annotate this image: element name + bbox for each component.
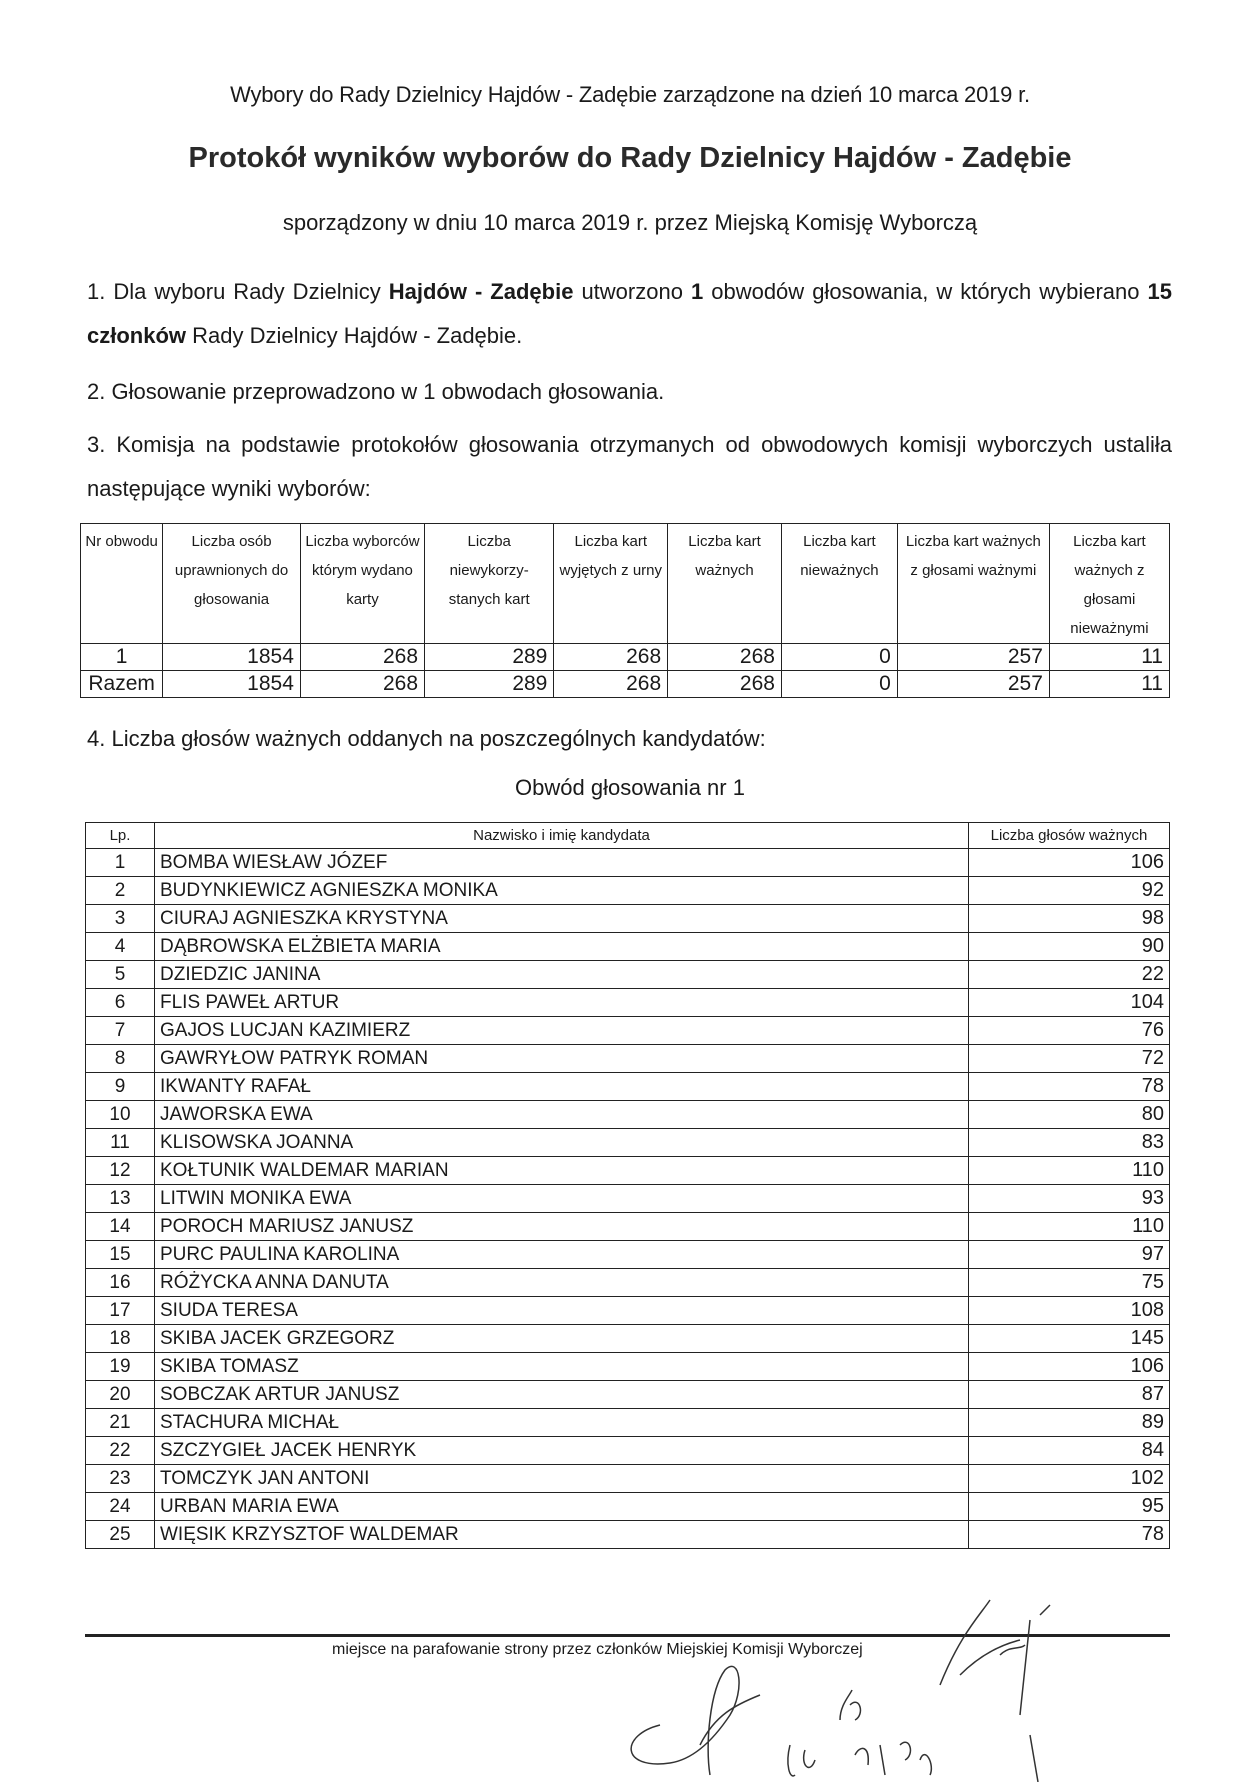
candidate-name: SKIBA TOMASZ — [155, 1353, 969, 1381]
candidate-votes: 106 — [969, 849, 1170, 877]
candidate-lp: 8 — [86, 1045, 155, 1073]
col-header-votes: Liczba głosów ważnych — [969, 823, 1170, 849]
table-row — [86, 1465, 1170, 1493]
cell: Razem — [81, 671, 163, 698]
cell: 0 — [781, 671, 897, 698]
candidate-votes: 78 — [969, 1073, 1170, 1101]
candidate-votes: 104 — [969, 989, 1170, 1017]
table-row — [86, 1185, 1170, 1213]
candidate-lp: 14 — [86, 1213, 155, 1241]
table-row — [86, 1409, 1170, 1437]
candidate-lp: 11 — [86, 1129, 155, 1157]
candidate-lp: 17 — [86, 1297, 155, 1325]
point-1 — [87, 270, 1172, 358]
table-row — [86, 1381, 1170, 1409]
cell: 0 — [781, 644, 897, 671]
cell: 11 — [1049, 644, 1169, 671]
candidate-name: SOBCZAK ARTUR JANUSZ — [155, 1381, 969, 1409]
table-row — [86, 1045, 1170, 1073]
candidate-votes: 93 — [969, 1185, 1170, 1213]
candidate-votes: 102 — [969, 1465, 1170, 1493]
candidate-name: POROCH MARIUSZ JANUSZ — [155, 1213, 969, 1241]
cell: 268 — [554, 644, 668, 671]
col-header-name: Nazwisko i imię kandydata — [155, 823, 969, 849]
table-row — [86, 1213, 1170, 1241]
candidate-votes: 106 — [969, 1353, 1170, 1381]
page-title: Protokół wyników wyborów do Rady Dzielnicy Hajdów - Zadębie — [188, 142, 1072, 174]
candidates-header-row — [86, 823, 1170, 849]
point-1-text: Rady Dzielnicy Hajdów - Zadębie. — [186, 323, 523, 348]
cell: 268 — [300, 671, 424, 698]
candidate-votes: 92 — [969, 877, 1170, 905]
candidate-votes: 75 — [969, 1269, 1170, 1297]
table-row — [81, 644, 1170, 671]
cell: 268 — [554, 671, 668, 698]
results-table — [80, 523, 1170, 698]
candidate-lp: 24 — [86, 1493, 155, 1521]
candidate-name: DĄBROWSKA ELŻBIETA MARIA — [155, 933, 969, 961]
table-row — [86, 877, 1170, 905]
candidate-lp: 15 — [86, 1241, 155, 1269]
cell: 11 — [1049, 671, 1169, 698]
cell: 289 — [425, 644, 554, 671]
candidate-name: KLISOWSKA JOANNA — [155, 1129, 969, 1157]
district-heading: Obwód głosowania nr 1 — [515, 775, 745, 800]
election-header: Wybory do Rady Dzielnicy Hajdów - Zadębie zarządzone na dzień 10 marca 2019 r. — [230, 82, 1030, 107]
candidate-lp: 3 — [86, 905, 155, 933]
candidate-lp: 20 — [86, 1381, 155, 1409]
candidate-name: WIĘSIK KRZYSZTOF WALDEMAR — [155, 1521, 969, 1549]
candidate-name: BUDYNKIEWICZ AGNIESZKA MONIKA — [155, 877, 969, 905]
col-header: Liczba osób uprawnionych do głosowania — [163, 524, 301, 644]
col-header: Nr obwodu — [81, 524, 163, 644]
candidate-name: GAWRYŁOW PATRYK ROMAN — [155, 1045, 969, 1073]
candidate-lp: 5 — [86, 961, 155, 989]
candidate-name: URBAN MARIA EWA — [155, 1493, 969, 1521]
cell: 257 — [897, 644, 1049, 671]
point-1-text: 1. Dla wyboru Rady Dzielnicy — [87, 279, 389, 304]
candidate-votes: 76 — [969, 1017, 1170, 1045]
candidate-lp: 21 — [86, 1409, 155, 1437]
candidate-votes: 83 — [969, 1129, 1170, 1157]
page-subtitle: sporządzony w dniu 10 marca 2019 r. przez Miejską Komisję Wyborczą — [282, 210, 978, 235]
candidate-lp: 9 — [86, 1073, 155, 1101]
candidate-lp: 1 — [86, 849, 155, 877]
candidate-lp: 12 — [86, 1157, 155, 1185]
point-1-text: obwodów głosowania, w których wybierano — [703, 279, 1148, 304]
candidate-name: SIUDA TERESA — [155, 1297, 969, 1325]
table-row — [86, 1325, 1170, 1353]
table-row-total — [81, 671, 1170, 698]
col-header: Liczba wyborców którym wydano karty — [300, 524, 424, 644]
col-header-lp: Lp. — [86, 823, 155, 849]
col-header: Liczba kart ważnych z głosami nieważnymi — [1049, 524, 1169, 644]
candidate-votes: 98 — [969, 905, 1170, 933]
candidate-lp: 6 — [86, 989, 155, 1017]
candidate-lp: 19 — [86, 1353, 155, 1381]
table-row — [86, 1017, 1170, 1045]
candidate-votes: 89 — [969, 1409, 1170, 1437]
candidate-name: JAWORSKA EWA — [155, 1101, 969, 1129]
candidate-name: BOMBA WIESŁAW JÓZEF — [155, 849, 969, 877]
cell: 289 — [425, 671, 554, 698]
table-row — [86, 1437, 1170, 1465]
point-2: 2. Głosowanie przeprowadzono w 1 obwodach głosowania. — [87, 379, 665, 404]
table-row — [86, 1269, 1170, 1297]
candidate-votes: 90 — [969, 933, 1170, 961]
col-header: Liczba kart nieważnych — [781, 524, 897, 644]
table-row — [86, 961, 1170, 989]
district-name: Hajdów - Zadębie — [388, 279, 574, 304]
candidate-votes: 22 — [969, 961, 1170, 989]
candidate-lp: 18 — [86, 1325, 155, 1353]
table-row — [86, 1521, 1170, 1549]
district-count: 1 — [690, 279, 704, 304]
candidate-name: GAJOS LUCJAN KAZIMIERZ — [155, 1017, 969, 1045]
candidates-table — [85, 822, 1170, 1549]
candidate-lp: 7 — [86, 1017, 155, 1045]
candidate-votes: 87 — [969, 1381, 1170, 1409]
candidate-votes: 108 — [969, 1297, 1170, 1325]
point-4: 4. Liczba głosów ważnych oddanych na poszczególnych kandydatów: — [87, 726, 766, 751]
candidate-votes: 95 — [969, 1493, 1170, 1521]
col-header: Liczba kart ważnych z głosami ważnymi — [897, 524, 1049, 644]
candidate-name: PURC PAULINA KAROLINA — [155, 1241, 969, 1269]
cell: 268 — [668, 644, 782, 671]
candidate-votes: 110 — [969, 1157, 1170, 1185]
candidate-name: CIURAJ AGNIESZKA KRYSTYNA — [155, 905, 969, 933]
cell: 1854 — [163, 644, 301, 671]
candidate-name: RÓŻYCKA ANNA DANUTA — [155, 1269, 969, 1297]
table-row — [86, 1353, 1170, 1381]
table-row — [86, 849, 1170, 877]
signature-caption: miejsce na parafowanie strony przez członków Miejskiej Komisji Wyborczej — [332, 1641, 863, 1658]
table-row — [86, 1241, 1170, 1269]
handwritten-signatures-icon — [600, 1595, 1220, 1782]
candidate-name: SKIBA JACEK GRZEGORZ — [155, 1325, 969, 1353]
table-row — [86, 1297, 1170, 1325]
candidate-lp: 23 — [86, 1465, 155, 1493]
candidate-name: KOŁTUNIK WALDEMAR MARIAN — [155, 1157, 969, 1185]
cell: 1 — [81, 644, 163, 671]
candidate-votes: 110 — [969, 1213, 1170, 1241]
table-row — [86, 1073, 1170, 1101]
cell: 268 — [668, 671, 782, 698]
table-row — [86, 1129, 1170, 1157]
candidate-lp: 22 — [86, 1437, 155, 1465]
candidate-lp: 2 — [86, 877, 155, 905]
table-row — [86, 933, 1170, 961]
candidate-lp: 13 — [86, 1185, 155, 1213]
point-1-text: utworzono — [573, 279, 691, 304]
table-row — [86, 1101, 1170, 1129]
candidate-name: LITWIN MONIKA EWA — [155, 1185, 969, 1213]
table-row — [86, 905, 1170, 933]
candidate-lp: 4 — [86, 933, 155, 961]
candidate-name: STACHURA MICHAŁ — [155, 1409, 969, 1437]
point-3: 3. Komisja na podstawie protokołów głosowania otrzymanych od obwodowych komisji wyborczych ustaliła następujące wyniki wyborów: — [87, 432, 1172, 501]
candidate-name: DZIEDZIC JANINA — [155, 961, 969, 989]
candidate-name: IKWANTY RAFAŁ — [155, 1073, 969, 1101]
table-row — [86, 1493, 1170, 1521]
candidate-name: TOMCZYK JAN ANTONI — [155, 1465, 969, 1493]
cell: 1854 — [163, 671, 301, 698]
candidate-name: SZCZYGIEŁ JACEK HENRYK — [155, 1437, 969, 1465]
col-header: Liczba kart ważnych — [668, 524, 782, 644]
candidate-name: FLIS PAWEŁ ARTUR — [155, 989, 969, 1017]
members-count: 15 członków — [87, 279, 1172, 348]
candidate-votes: 145 — [969, 1325, 1170, 1353]
cell: 268 — [300, 644, 424, 671]
candidate-votes: 84 — [969, 1437, 1170, 1465]
results-header-row — [81, 524, 1170, 644]
cell: 257 — [897, 671, 1049, 698]
table-row — [86, 989, 1170, 1017]
candidate-lp: 10 — [86, 1101, 155, 1129]
col-header: Liczba kart wyjętych z urny — [554, 524, 668, 644]
candidate-votes: 72 — [969, 1045, 1170, 1073]
candidate-votes: 78 — [969, 1521, 1170, 1549]
table-row — [86, 1157, 1170, 1185]
candidate-lp: 16 — [86, 1269, 155, 1297]
candidate-lp: 25 — [86, 1521, 155, 1549]
candidate-votes: 80 — [969, 1101, 1170, 1129]
col-header: Liczba niewykorzy-stanych kart — [425, 524, 554, 644]
candidate-votes: 97 — [969, 1241, 1170, 1269]
